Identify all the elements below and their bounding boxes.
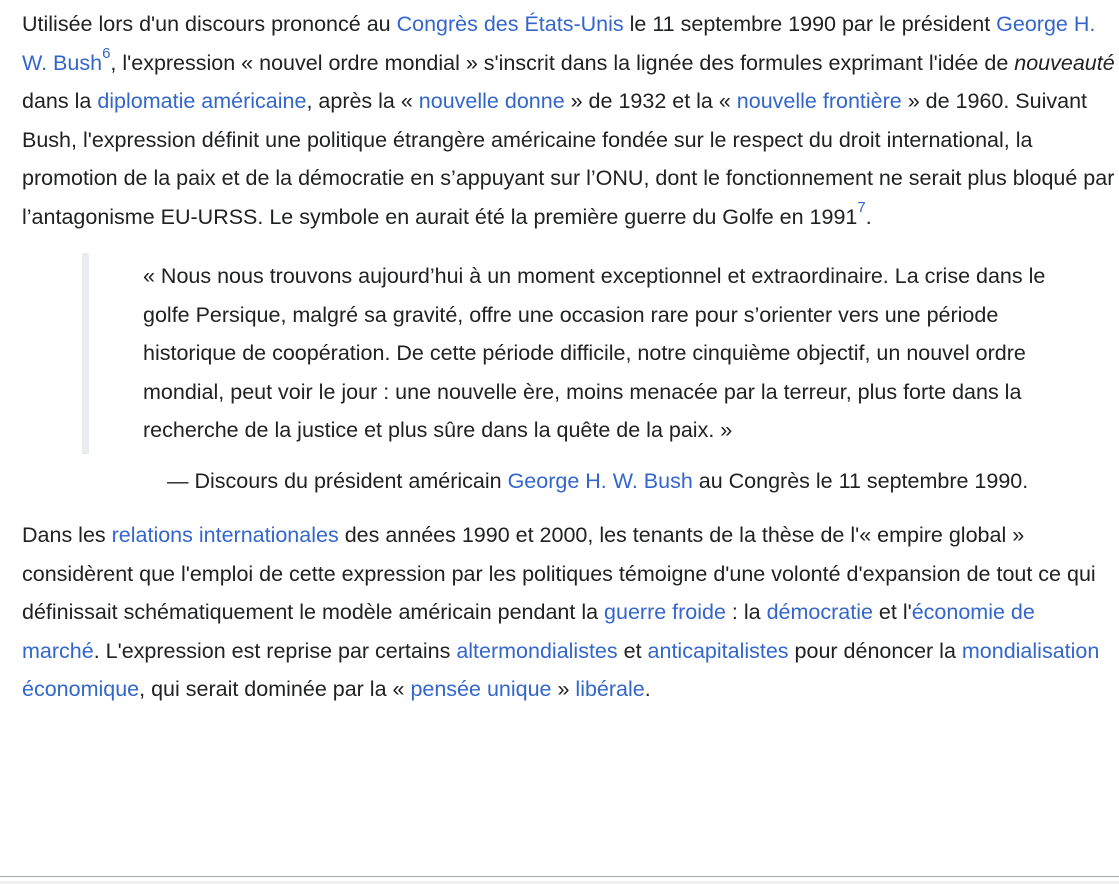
text: le 11 septembre 1990 par le président: [623, 12, 997, 36]
link-congres-etats-unis[interactable]: Congrès des États-Unis: [396, 12, 624, 36]
reference-6[interactable]: 6: [102, 44, 111, 62]
text: » de 1932 et la «: [564, 89, 737, 113]
blockquote: [82, 253, 1083, 454]
link-altermondialistes[interactable]: altermondialistes: [456, 638, 618, 663]
text: — Discours du président américain: [167, 468, 508, 493]
link-mondialisation-economique[interactable]: mondialisation économique: [22, 638, 1100, 701]
text: .: [865, 204, 872, 229]
text: pour dénoncer la: [788, 638, 962, 663]
link-democratie[interactable]: démocratie: [766, 600, 873, 624]
text: Utilisée lors d'un discours prononcé au: [22, 12, 397, 36]
quote-attribution: [167, 462, 1087, 501]
link-liberale[interactable]: libérale: [575, 677, 645, 701]
link-anticapitalistes[interactable]: anticapitalistes: [647, 638, 789, 663]
text: » de 1960. Suivant Bush, l'expression définit une politique étrangère américaine fondée sur le respect du droit international, la promotion de la paix et de la démocratie en s’appuyant sur l’ONU, dont le fonctionnement ne serait plus bloqué par l’antagonisme EU-URSS. Le symbole en aurait été la première guerre du Golfe en 1991: [22, 89, 1115, 229]
text: et: [617, 638, 648, 663]
article-body: [22, 5, 1116, 709]
text: au Congrès le 11 septembre 1990.: [692, 468, 1029, 493]
paragraph-2: [22, 516, 1116, 709]
link-george-hw-bush[interactable]: George H. W. Bush: [22, 12, 1096, 75]
text: , après la «: [306, 89, 419, 113]
quote-text: « Nous nous trouvons aujourd’hui à un moment exceptionnel et extraordinaire. La crise dans le golfe Persique, malgré sa gravité, offre une occasion rare pour s’orienter vers une période historique de coopération. De cette période difficile, notre cinquième objectif, un nouvel ordre mondial, peut voir le jour : une nouvelle ère, moins menacée par la terreur, plus forte dans la recherche de la justice et plus sûre dans la quête de la paix. »: [143, 264, 1046, 442]
text: : la: [725, 600, 767, 624]
link-guerre-froide[interactable]: guerre froide: [604, 600, 726, 624]
link-nouvelle-frontiere[interactable]: nouvelle frontière: [736, 89, 902, 113]
text: . L'expression est reprise par certains: [93, 638, 457, 663]
paragraph-1: [22, 5, 1116, 236]
text: Dans les: [22, 523, 112, 547]
link-pensee-unique[interactable]: pensée unique: [410, 677, 552, 701]
text: , qui serait dominée par la «: [139, 677, 411, 701]
text: »: [551, 677, 576, 701]
link-george-hw-bush-attribution[interactable]: George H. W. Bush: [507, 468, 693, 493]
reference-7[interactable]: 7: [857, 198, 866, 216]
link-nouvelle-donne[interactable]: nouvelle donne: [418, 89, 565, 113]
bottom-divider: [0, 876, 1119, 877]
text: dans la: [22, 89, 98, 113]
text: des années 1990 et 2000, les tenants de la thèse de l'« empire global » considèrent que l'emploi de cette expression par les politiques témoigne d'une volonté d'expansion de tout ce qui définissait schématiquement le modèle américain pendant la: [22, 523, 1096, 624]
text: , l'expression « nouvel ordre mondial » s'inscrit dans la lignée des formules exprimant l'idée de: [110, 50, 1015, 75]
emphasis-nouveaute: nouveauté: [1014, 50, 1115, 75]
text: .: [644, 677, 651, 701]
link-economie-de-marche[interactable]: économie de marché: [22, 600, 1035, 663]
link-diplomatie-americaine[interactable]: diplomatie américaine: [97, 89, 307, 113]
link-relations-internationales[interactable]: relations internationales: [111, 523, 339, 547]
text: et l': [872, 600, 912, 624]
